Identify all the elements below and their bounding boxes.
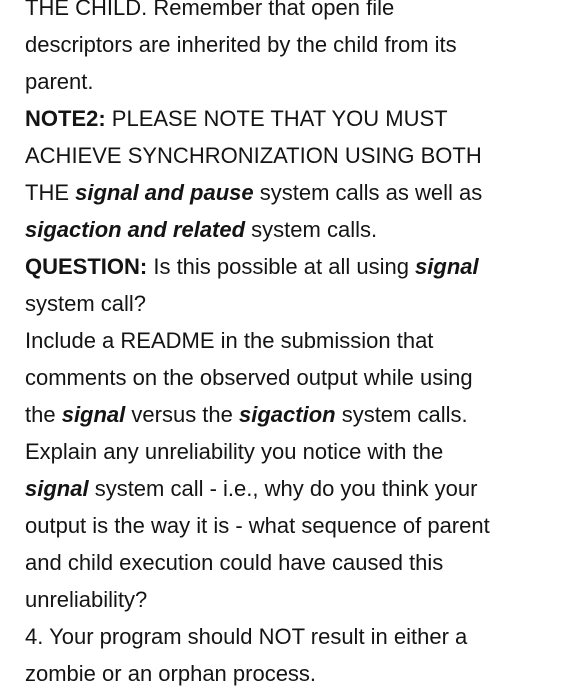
text-span: output is the way it is - what sequence of parent (25, 513, 490, 538)
text-span: descriptors are inherited by the child from its (25, 32, 457, 57)
text-line (25, 0, 565, 26)
text-line (25, 359, 565, 396)
question-label: QUESTION: (25, 254, 148, 279)
text-span: system calls. (335, 402, 468, 427)
text-span: 4. Your program should NOT result in either a (25, 624, 468, 649)
text-line (25, 544, 565, 581)
text-line (25, 470, 565, 507)
note2-label: NOTE2: (25, 106, 106, 131)
text-span: PLEASE NOTE THAT YOU MUST (105, 106, 448, 131)
text-span: system call - i.e., why do you think your (88, 476, 478, 501)
emphasis-text: signal (415, 254, 479, 279)
text-line (25, 63, 565, 100)
text-span: THE (25, 180, 76, 205)
text-line (25, 655, 565, 692)
text-span: Explain any unreliability you notice with the (25, 439, 444, 464)
text-line (25, 618, 565, 655)
text-span: comments on the observed output while using (25, 365, 473, 390)
emphasis-text: sigaction and related (25, 217, 246, 242)
emphasis-text: signal (61, 402, 126, 427)
text-span: the (25, 402, 62, 427)
text-span: system calls as well as (253, 180, 483, 205)
emphasis-text: sigaction (239, 402, 336, 427)
text-span: system call? (25, 291, 147, 316)
text-span: THE CHILD. Remember that open file (25, 0, 395, 20)
text-line (25, 174, 565, 211)
text-line (25, 26, 565, 63)
text-span: parent. (25, 69, 94, 94)
question-line (25, 248, 565, 285)
text-span: zombie or an orphan process. (25, 661, 317, 686)
text-line (25, 137, 565, 174)
note2-line (25, 100, 565, 137)
text-line (25, 507, 565, 544)
text-line (25, 322, 565, 359)
text-line (25, 433, 565, 470)
emphasis-text: signal and pause (75, 180, 254, 205)
text-line (25, 581, 565, 618)
emphasis-text: signal (25, 476, 89, 501)
document-body (25, 0, 565, 692)
text-line (25, 285, 565, 322)
text-span: unreliability? (25, 587, 148, 612)
text-span: and child execution could have caused this (25, 550, 444, 575)
text-span: versus the (125, 402, 239, 427)
text-span: system calls. (245, 217, 378, 242)
text-span: Is this possible at all using (147, 254, 416, 279)
text-line (25, 396, 565, 433)
text-span: ACHIEVE SYNCHRONIZATION USING BOTH (25, 143, 482, 168)
text-span: Include a README in the submission that (25, 328, 434, 353)
text-line (25, 211, 565, 248)
